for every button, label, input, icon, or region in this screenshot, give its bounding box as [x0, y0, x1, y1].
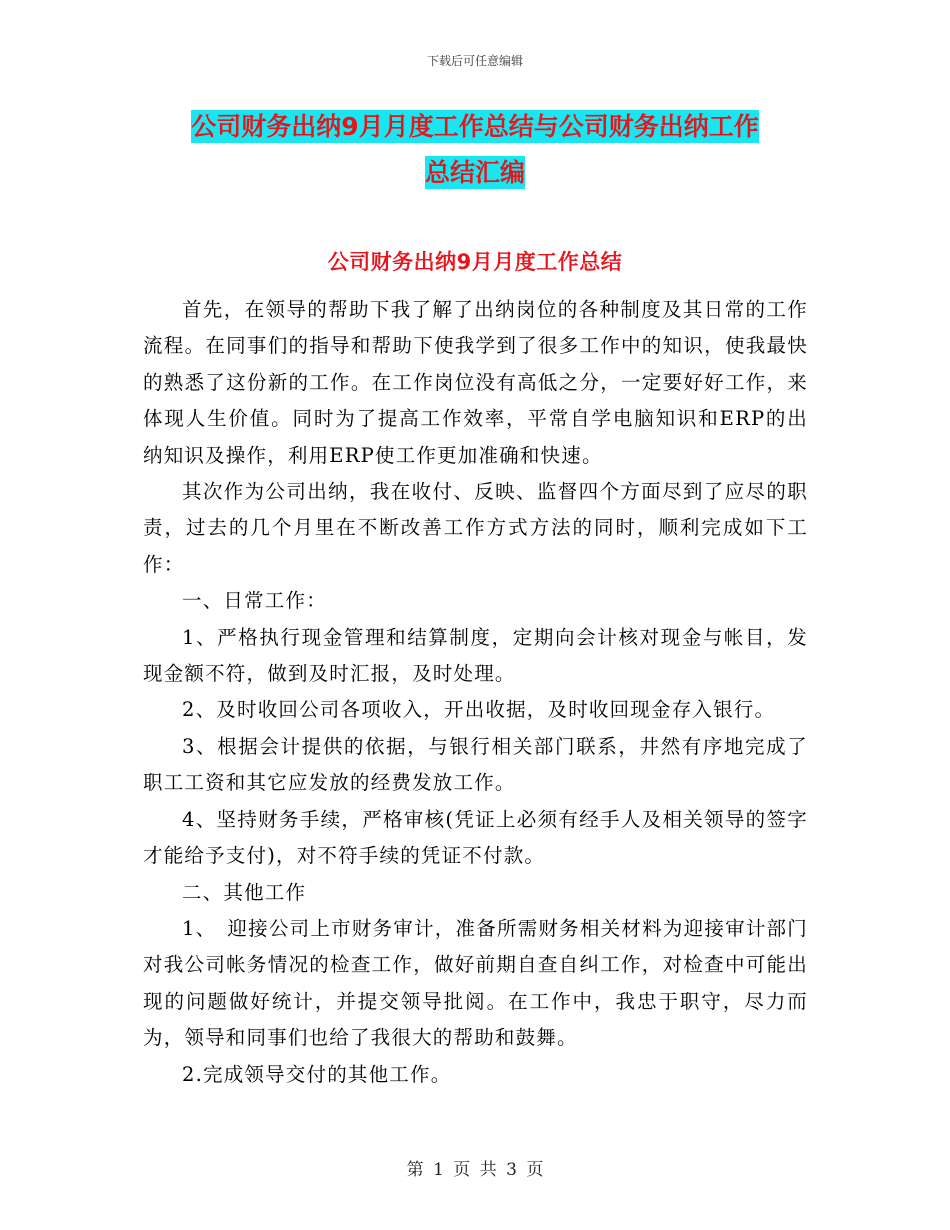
list-item: 1、严格执行现金管理和结算制度，定期向会计核对现金与帐目，发现金额不符，做到及时汇报，及时处理。 [143, 625, 808, 686]
list-item: 2、及时收回公司各项收入，开出收据，及时收回现金存入银行。 [182, 698, 776, 722]
list-item: 2.完成领导交付的其他工作。 [182, 1062, 452, 1086]
subheading: 二、其他工作 [182, 880, 307, 904]
header-note: 下载后可任意编辑 [426, 54, 523, 68]
paragraph: 首先，在领导的帮助下我了解了出纳岗位的各种制度及其日常的工作流程。在同事们的指导和帮助下使我学到了很多工作中的知识，使我最快的熟悉了这份新的工作。在工作岗位没有高低之分，一定要好好工作，来体现人生价值。同时为了提高工作效率，平常自学电脑知识和ERP的出纳知识及操作，利用ERP使工作更加准确和快速。 [143, 298, 808, 467]
list-item: 1、 迎接公司上市财务审计，准备所需财务相关材料为迎接审计部门对我公司帐务情况的检查工作，做好前期自查自纠工作，对检查中可能出现的问题做好统计，并提交领导批阅。在工作中，我忠于职守，尽力而为，领导和同事们也给了我很大的帮助和鼓舞。 [143, 916, 808, 1050]
list-item: 3、根据会计提供的依据，与银行相关部门联系，井然有序地完成了职工工资和其它应发放的经费发放工作。 [143, 734, 808, 795]
section-title: 公司财务出纳9月月度工作总结 [327, 250, 623, 274]
document-title-line-2: 总结汇编 [424, 158, 525, 187]
list-item: 4、坚持财务手续，严格审核(凭证上必须有经手人及相关领导的签字才能给予支付)，对不符手续的凭证不付款。 [143, 807, 808, 868]
document-title [0, 104, 950, 196]
subheading: 一、日常工作： [182, 589, 327, 613]
document-title-line-1: 公司财务出纳9月月度工作总结与公司财务出纳工作 [191, 112, 759, 141]
document-body [143, 292, 808, 1093]
paragraph: 其次作为公司出纳，我在收付、反映、监督四个方面尽到了应尽的职责，过去的几个月里在不断改善工作方式方法的同时，顺利完成如下工作： [143, 480, 808, 576]
page-number-footer: 第 1 页 共 3 页 [406, 1160, 544, 1180]
